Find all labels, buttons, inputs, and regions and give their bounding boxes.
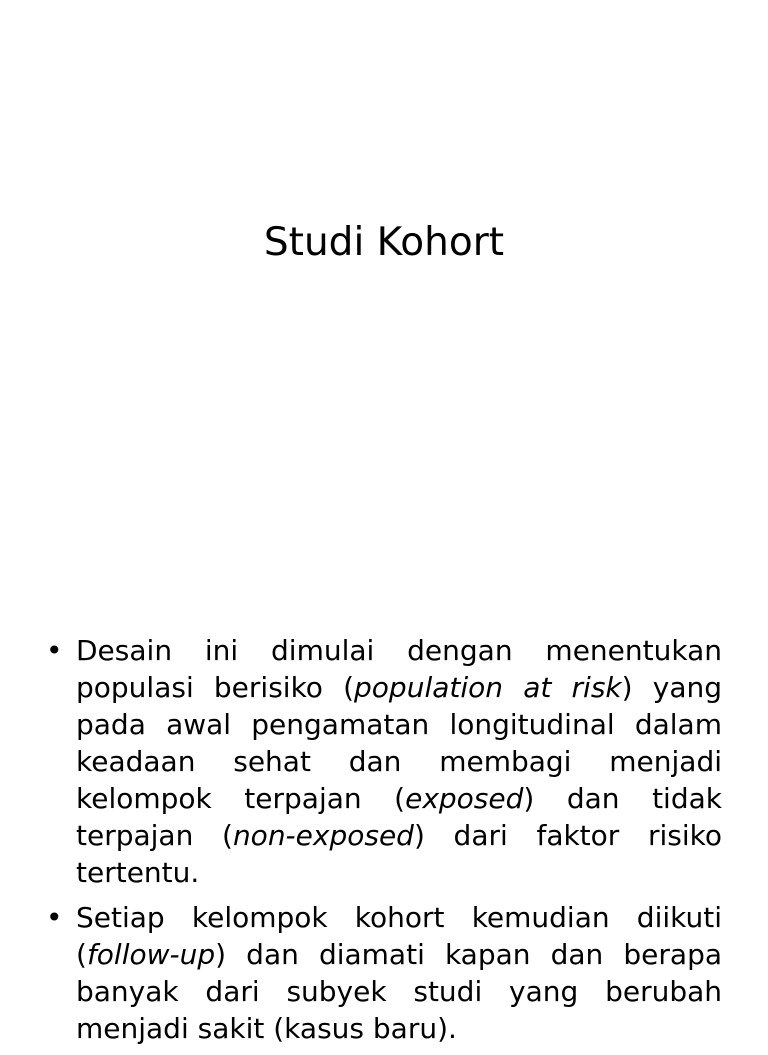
bullet-text-part: ) dari faktor risiko tertentu. [76,819,722,889]
bullet-text-part: Setiap kelompok kohort kemudian diikuti ( [76,901,722,971]
bullet-text-part-italic: non-exposed [232,819,414,852]
bullet-text-part-italic: population at risk [354,671,622,704]
bullet-text-part: ) yang pada awal pengamatan longitudinal dalam keadaan sehat dan membagi menjadi kelompok terpajan ( [76,671,722,815]
bullet-text-part-italic: exposed [405,782,524,815]
bullet-dot-icon: • [46,634,63,667]
bullet-item [46,632,722,891]
bullet-list [46,632,722,1055]
bullet-text-part: Desain ini dimulai dengan menentukan populasi berisiko ( [76,634,722,704]
slide-title: Studi Kohort [263,220,505,265]
bullet-dot-icon: • [46,901,63,934]
bullet-text-part-italic: follow-up [86,938,216,971]
bullet-text-part: ) dan tidak terpajan ( [76,782,722,852]
bullet-text-part: ) dan diamati kapan dan berapa banyak dari subyek studi yang berubah menjadi sakit (kasus baru). [76,938,722,1045]
bullet-item [46,899,722,1047]
